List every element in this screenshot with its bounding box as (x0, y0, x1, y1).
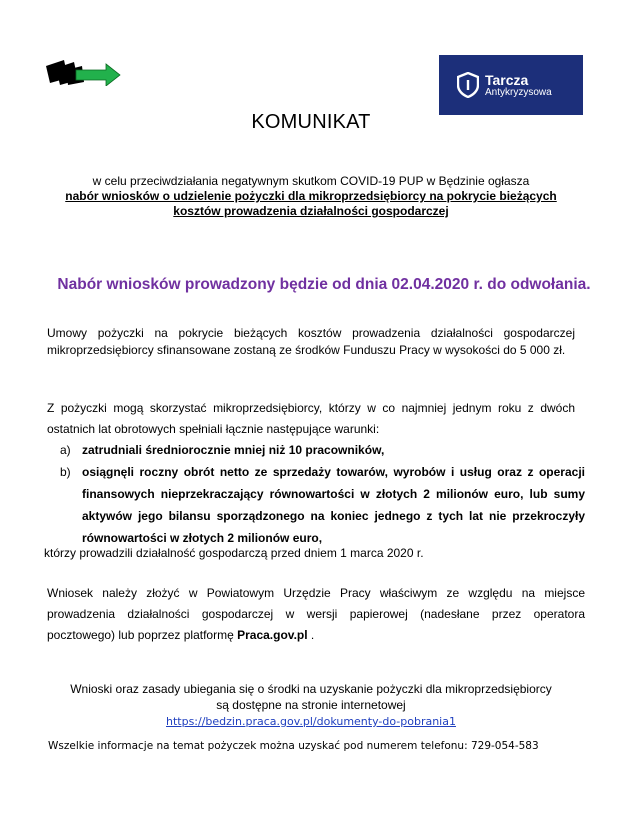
shield-icon (457, 72, 479, 98)
arrow-right-icon (76, 64, 120, 86)
list-item-text: zatrudniali średniorocznie mniej niż 10 pracowników, (82, 443, 385, 457)
list-item-text: osiągnęli roczny obrót netto ze sprzedaży towarów, wyrobów i usług oraz z operacji finansowych nieprzekraczający równowartości w złotych 2 milionów euro, lub sumy aktywów jego bilansu sporządzonego na koniec jednego z tych lat nie przekroczyły równowartości w złotych 2 milionów euro, (82, 465, 585, 545)
logo-text (485, 73, 552, 98)
conditions-list (47, 439, 585, 549)
intro-line3: kosztów prowadzenia działalności gospodarczej (173, 204, 449, 218)
intro (0, 174, 622, 219)
closing-line: którzy prowadzili działalność gospodarczą przed dniem 1 marca 2020 r. (44, 546, 424, 560)
contact-line: Wszelkie informacje na temat pożyczek można uzyskać pod numerem telefonu: 729-054-583 (48, 740, 539, 752)
paragraph-eligibility (47, 398, 575, 440)
info-line2: są dostępne na stronie internetowej (216, 698, 406, 712)
para3-line3 (47, 625, 585, 646)
info-block (0, 681, 622, 730)
list-item (47, 439, 585, 461)
para3-line2: prowadzenia działalności gospodarczej w wersji papierowej (nadesłane przez operatora (47, 607, 585, 621)
intro-line2: nabór wniosków o udzielenie pożyczki dla mikroprzedsiębiorcy na pokrycie bieżących (65, 189, 557, 203)
list-marker: a) (60, 443, 71, 457)
para3-line3-prefix: pocztowego) lub poprzez platformę (47, 628, 238, 642)
paragraph-funding (47, 325, 575, 359)
para1-line1: Umowy pożyczki na pokrycie bieżących kosztów prowadzenia działalności gospodarczej (47, 326, 575, 340)
documents-link[interactable]: https://bedzin.praca.gov.pl/dokumenty-do-pobrania1 (166, 715, 456, 728)
logo-line1: Tarcza (485, 71, 529, 88)
para3-line3-suffix: . (307, 628, 315, 642)
platform-name: Praca.gov.pl (237, 628, 308, 642)
headline: Nabór wniosków prowadzony będzie od dnia 02.04.2020 r. do odwołania. (57, 276, 591, 293)
info-line1: Wnioski oraz zasady ubiegania się o środki na uzyskanie pożyczki dla mikroprzedsiębiorcy (70, 682, 552, 696)
para1-line2: mikroprzedsiębiorcy sfinansowane zostaną ze środków Funduszu Pracy w wysokości do 5 000 zł. (47, 343, 566, 357)
list-marker: b) (60, 465, 71, 479)
tarcza-antykryzysowa-logo (439, 55, 583, 115)
para3-line1: Wniosek należy złożyć w Powiatowym Urzędzie Pracy właściwym ze względu na miejsce (47, 586, 585, 600)
intro-line1: w celu przeciwdziałania negatywnym skutkom COVID-19 PUP w Będzinie ogłasza (92, 174, 530, 188)
list-item (47, 461, 585, 549)
page-title: KOMUNIKAT (251, 111, 371, 133)
para2-line2: ostatnich lat obrotowych spełniali łącznie następujące warunki: (47, 422, 380, 436)
office-logo (44, 56, 122, 86)
para2-line1: Z pożyczki mogą skorzystać mikroprzedsiębiorcy, którzy w co najmniej jednym roku z dwóch (47, 401, 575, 415)
paragraph-submission (47, 583, 585, 646)
logo-line2: Antykryzysowa (485, 86, 552, 98)
